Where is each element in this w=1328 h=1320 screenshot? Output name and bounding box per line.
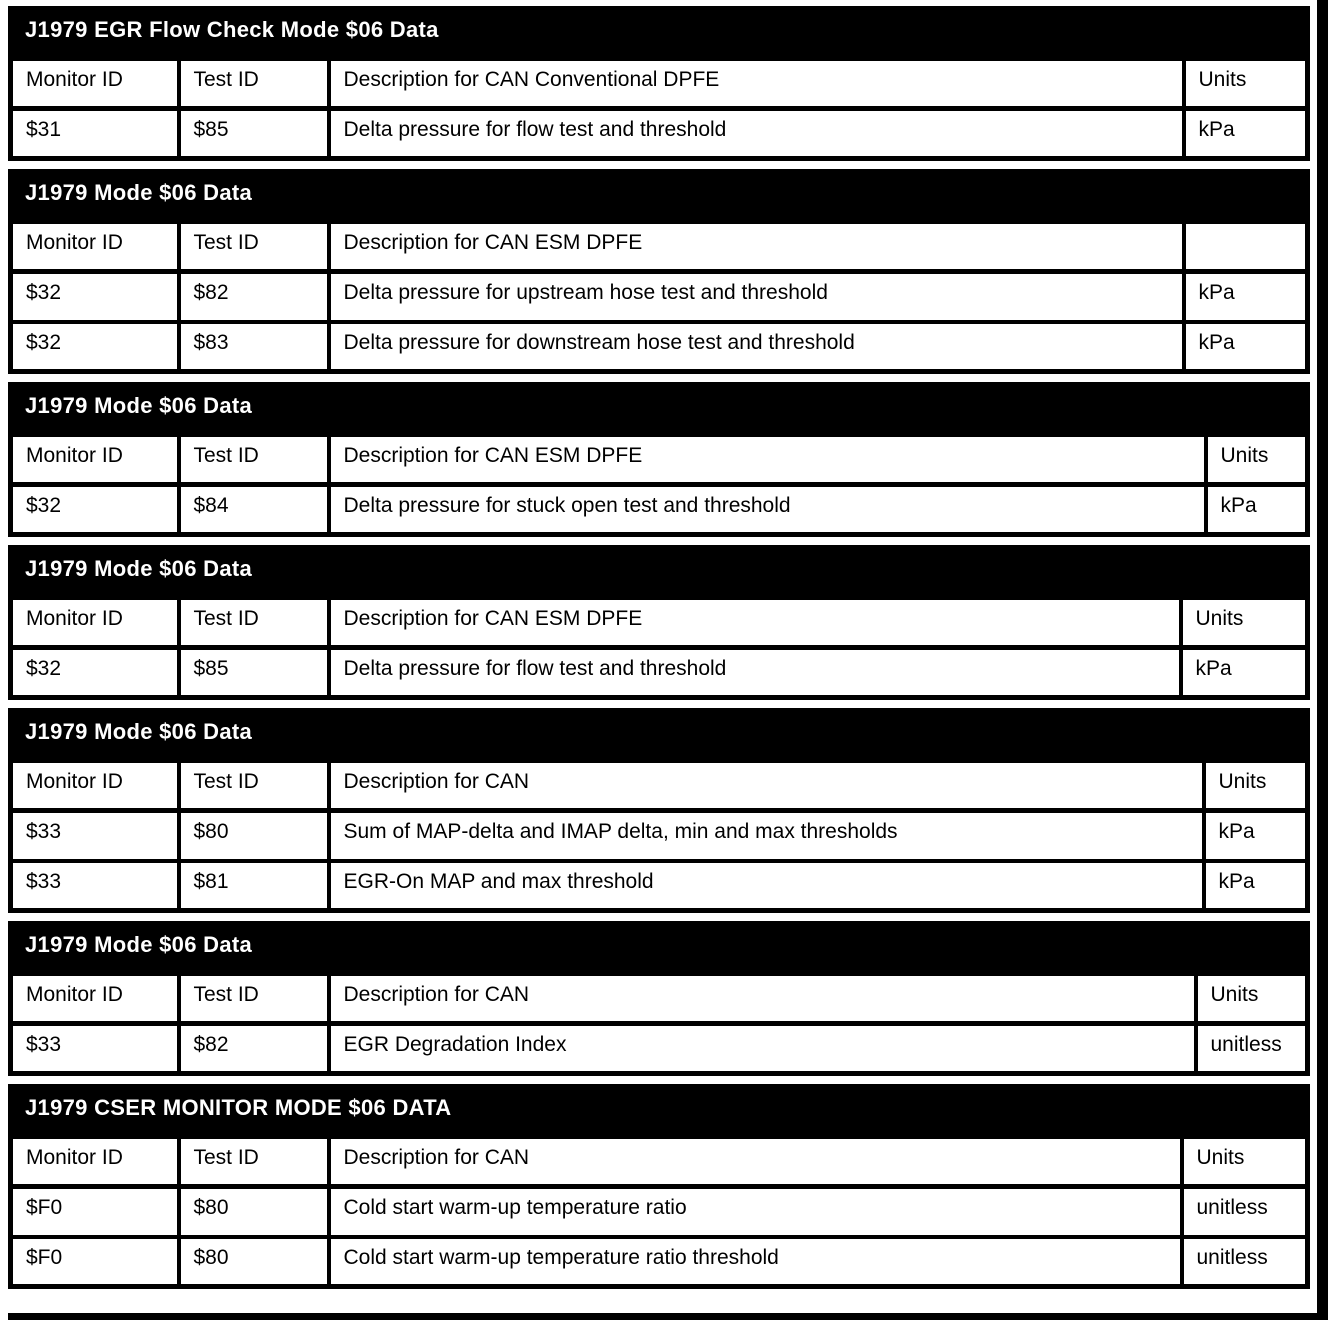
data-cell: $80 [179, 1187, 329, 1237]
header-cell: Description for CAN [329, 1137, 1182, 1187]
data-cell: Delta pressure for stuck open test and threshold [329, 485, 1206, 535]
table-title-bar: J1979 Mode $06 Data [8, 921, 1310, 971]
header-cell: Test ID [179, 435, 329, 485]
table-row [11, 1024, 1308, 1074]
header-cell: Units [1182, 1137, 1308, 1187]
data-table [8, 971, 1310, 1076]
data-cell: kPa [1184, 109, 1308, 159]
header-cell: Description for CAN ESM DPFE [329, 435, 1206, 485]
table-body [11, 811, 1308, 911]
data-cell: Delta pressure for flow test and threshold [329, 109, 1184, 159]
data-cell: kPa [1181, 648, 1308, 698]
header-cell [1184, 222, 1308, 272]
data-table [8, 758, 1310, 913]
data-cell: $85 [179, 648, 329, 698]
data-cell: Delta pressure for flow test and threshold [329, 648, 1181, 698]
table-section [8, 382, 1310, 537]
header-row [11, 761, 1308, 811]
header-cell: Monitor ID [11, 1137, 179, 1187]
data-cell: unitless [1182, 1187, 1308, 1237]
table-row [11, 109, 1308, 159]
data-cell: $33 [11, 861, 179, 911]
data-cell: $F0 [11, 1187, 179, 1237]
page-bottom-border [8, 1313, 1328, 1320]
table-section [8, 708, 1310, 913]
data-cell: Sum of MAP-delta and IMAP delta, min and max thresholds [329, 811, 1204, 861]
data-table [8, 219, 1310, 374]
data-cell: $81 [179, 861, 329, 911]
header-row [11, 1137, 1308, 1187]
header-row [11, 222, 1308, 272]
table-section [8, 545, 1310, 700]
header-cell: Monitor ID [11, 598, 179, 648]
table-section [8, 1084, 1310, 1289]
header-row [11, 598, 1308, 648]
table-title-bar: J1979 EGR Flow Check Mode $06 Data [8, 6, 1310, 56]
header-cell: Test ID [179, 59, 329, 109]
table-row [11, 322, 1308, 372]
header-cell: Monitor ID [11, 974, 179, 1024]
data-cell: kPa [1184, 272, 1308, 322]
data-cell: unitless [1182, 1237, 1308, 1287]
data-cell: $32 [11, 648, 179, 698]
header-cell: Units [1204, 761, 1308, 811]
table-title-bar: J1979 Mode $06 Data [8, 545, 1310, 595]
data-table [8, 56, 1310, 161]
table-section [8, 6, 1310, 161]
data-cell: Cold start warm-up temperature ratio [329, 1187, 1182, 1237]
table-body [11, 272, 1308, 372]
header-cell: Description for CAN ESM DPFE [329, 222, 1184, 272]
data-table [8, 595, 1310, 700]
table-row [11, 272, 1308, 322]
data-table [8, 1134, 1310, 1289]
data-cell: EGR Degradation Index [329, 1024, 1196, 1074]
header-row [11, 59, 1308, 109]
table-row [11, 648, 1308, 698]
data-cell: $33 [11, 1024, 179, 1074]
table-row [11, 1237, 1308, 1287]
tables-container [8, 6, 1328, 1289]
data-cell: kPa [1204, 811, 1308, 861]
data-table [8, 432, 1310, 537]
table-title-bar: J1979 Mode $06 Data [8, 708, 1310, 758]
data-cell: Delta pressure for upstream hose test and threshold [329, 272, 1184, 322]
header-cell: Units [1184, 59, 1308, 109]
page-right-border [1317, 0, 1328, 1320]
table-section [8, 921, 1310, 1076]
table-body [11, 1187, 1308, 1287]
table-section [8, 169, 1310, 374]
header-cell: Units [1196, 974, 1308, 1024]
header-cell: Monitor ID [11, 761, 179, 811]
data-cell: unitless [1196, 1024, 1308, 1074]
data-cell: kPa [1184, 322, 1308, 372]
data-cell: $82 [179, 272, 329, 322]
data-cell: $84 [179, 485, 329, 535]
data-cell: $F0 [11, 1237, 179, 1287]
data-cell: $82 [179, 1024, 329, 1074]
header-cell: Monitor ID [11, 435, 179, 485]
header-row [11, 435, 1308, 485]
table-row [11, 1187, 1308, 1237]
data-cell: kPa [1204, 861, 1308, 911]
header-cell: Monitor ID [11, 222, 179, 272]
header-cell: Description for CAN ESM DPFE [329, 598, 1181, 648]
data-cell: $32 [11, 272, 179, 322]
data-cell: $80 [179, 1237, 329, 1287]
data-cell: $83 [179, 322, 329, 372]
data-cell: Cold start warm-up temperature ratio threshold [329, 1237, 1182, 1287]
data-cell: $32 [11, 322, 179, 372]
header-cell: Test ID [179, 598, 329, 648]
data-cell: $31 [11, 109, 179, 159]
header-row [11, 974, 1308, 1024]
data-cell: $32 [11, 485, 179, 535]
header-cell: Test ID [179, 761, 329, 811]
header-cell: Test ID [179, 974, 329, 1024]
table-title-bar: J1979 CSER MONITOR MODE $06 DATA [8, 1084, 1310, 1134]
header-cell: Description for CAN [329, 761, 1204, 811]
table-title-bar: J1979 Mode $06 Data [8, 382, 1310, 432]
header-cell: Description for CAN [329, 974, 1196, 1024]
table-body [11, 648, 1308, 698]
header-cell: Description for CAN Conventional DPFE [329, 59, 1184, 109]
table-row [11, 811, 1308, 861]
table-row [11, 485, 1308, 535]
data-cell: $85 [179, 109, 329, 159]
data-cell: $80 [179, 811, 329, 861]
table-title-bar: J1979 Mode $06 Data [8, 169, 1310, 219]
table-body [11, 1024, 1308, 1074]
header-cell: Test ID [179, 222, 329, 272]
data-cell: $33 [11, 811, 179, 861]
data-cell: Delta pressure for downstream hose test and threshold [329, 322, 1184, 372]
data-cell: kPa [1206, 485, 1308, 535]
table-body [11, 109, 1308, 159]
header-cell: Units [1181, 598, 1308, 648]
header-cell: Test ID [179, 1137, 329, 1187]
table-row [11, 861, 1308, 911]
header-cell: Units [1206, 435, 1308, 485]
table-body [11, 485, 1308, 535]
header-cell: Monitor ID [11, 59, 179, 109]
data-cell: EGR-On MAP and max threshold [329, 861, 1204, 911]
